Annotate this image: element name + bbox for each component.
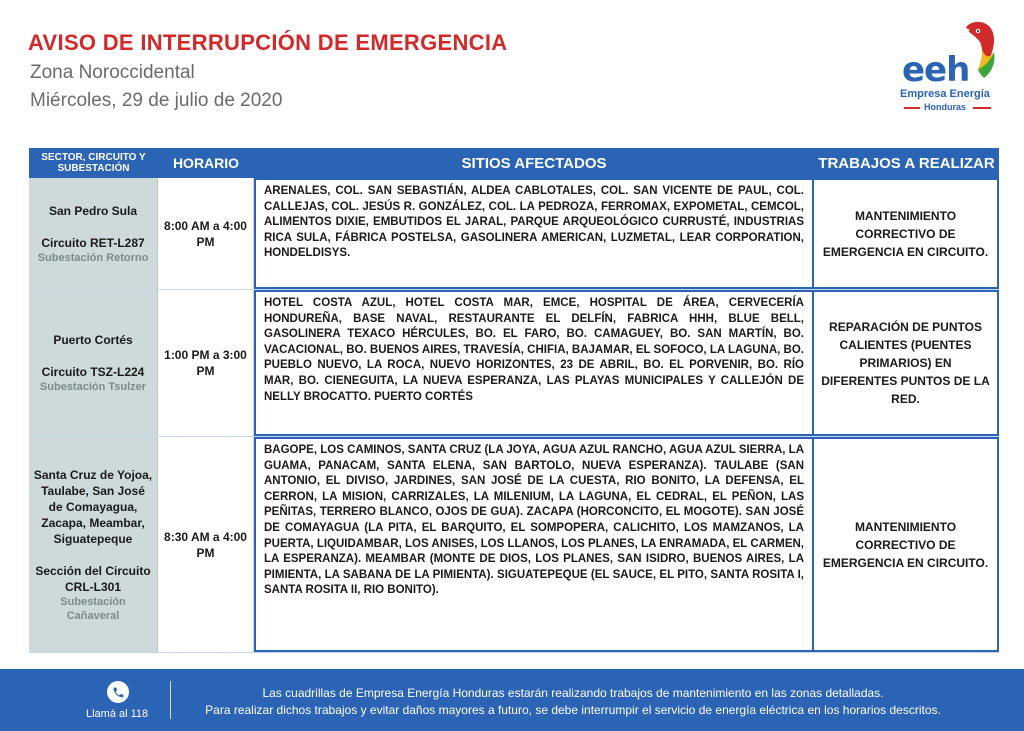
phone-handset-icon <box>112 686 125 699</box>
header-trabajos: TRABAJOS A REALIZAR <box>818 154 995 172</box>
header-sitios: SITIOS AFECTADOS <box>461 154 607 172</box>
date-subtitle: Miércoles, 29 de julio de 2020 <box>30 90 283 111</box>
affected-sites-cell: ARENALES, COL. SAN SEBASTIÁN, ALDEA CABLOTALES, COL. SAN VICENTE DE PAUL, COL. CALLEJAS, COL. JESÚS R. GONZÁLEZ, COL. LA PEDROZA, FERROMAX, EXPOMETAL, CEMCOL, ALIMENTOS DIXIE, EMBUTIDOS EL JARAL, PARQUE ARQUEOLÓGICO CURRUSTÉ, INDUSTRIAS RICA SULA, FÁBRICA POSTELSA, GASOLINERA AMERICAN, LUZMETAL, LEAR CORPORATION, HONDELDISYS. <box>254 178 814 289</box>
schedule-cell: 8:30 AM a 4:00 PM <box>158 437 254 652</box>
logo-divider-right <box>973 107 991 109</box>
logo-country: Honduras <box>924 102 967 112</box>
circuit-id: Circuito RET-L287 <box>41 235 145 250</box>
company-logo <box>896 20 1006 120</box>
table-row <box>29 437 999 653</box>
sector-cell <box>29 178 158 289</box>
header <box>0 0 1024 140</box>
sector-name: Santa Cruz de Yojoa, Taulabe, San José de Comayagua, Zacapa, Meambar, Siguatepeque <box>33 467 153 546</box>
zone-subtitle: Zona Noroccidental <box>30 62 195 83</box>
phone-icon[interactable] <box>107 681 129 703</box>
phone-label: Llamá al 118 <box>86 708 149 720</box>
schedule-cell: 1:00 PM a 3:00 PM <box>158 290 254 436</box>
work-cell: MANTENIMIENTO CORRECTIVO DE EMERGENCIA EN CIRCUITO. <box>814 437 999 652</box>
affected-sites-cell: HOTEL COSTA AZUL, HOTEL COSTA MAR, EMCE, HOSPITAL DE ÁREA, CERVECERÍA HONDUREÑA, BASE NAVAL, RESTAURANTE EL DELFÍN, FABRICA HHH, BLUE BELL, GASOLINERA TEXACO HÉRCULES, BO. EL FARO, BO. CAMAGUEY, BO. SAN MARTÍN, BO. VACACIONAL, BO. BUENOS AIRES, TRAVESÍA, CHIFIA, BAJAMAR, EL SOFOCO, LA LAGUNA, BO. PUEBLO NUEVO, LA ROCA, NUEVO HORIZONTES, 23 DE ABRIL, BO. EL PORVENIR, BO. RÍO MAR, BO. CIENEGUITA, LA NUEVA ESPERANZA, LAS PLAYAS MUNICIPALES Y CALLEJÓN DE NELLY BROCATTO. PUERTO CORTÉS <box>254 290 814 436</box>
work-cell: REPARACIÓN DE PUNTOS CALIENTES (PUENTES PRIMARIOS) EN DIFERENTES PUNTOS DE LA RED. <box>814 290 999 436</box>
header-horario: HORARIO <box>172 155 240 171</box>
header-sector: SECTOR, CIRCUITO Y SUBESTACIÓN <box>41 152 146 174</box>
footer-notice-line-2: Para realizar dichos trabajos y evitar daños mayores a futuro, se debe interrumpir el servicio de energía eléctrica en los horarios descritos. <box>205 703 941 717</box>
sector-name: San Pedro Sula <box>48 203 138 218</box>
affected-sites-cell: BAGOPE, LOS CAMINOS, SANTA CRUZ (LA JOYA, AGUA AZUL RANCHO, AGUA AZUL SIERRA, LA GUAMA, PANACAM, SANTA ELENA, SAN BARTOLO, NUEVA ESPERANZA). TAULABE (SAN ANTONIO, EL DIVISO, JARDINES, SAN JOSÉ DE LA CUESTA, RIO BONITO, LA DEFENSA, EL CERRON, LA MISION, CARRIZALES, LA MILENIUM, LA LAGUNA, EL CEDRAL, EL PEÑON, LAS PEÑITAS, TERRERO BLANCO, OJOS DE GUA). ZACAPA (HORCONCITO, EL MOGOTE). SAN JOSÉ DE COMAYAGUA (LA PITA, EL BARQUITO, EL SOMPOPERA, CALICHITO, LOS MAMZANOS, LA PUERTA, LIQUIDAMBAR, LOS ANISES, LOS LLANOS, LOS PLANES, LA ENRAMADA, EL CARMEN, LA ESPERANZA). MEAMBAR (MONTE DE DIOS, LOS PLANES, SAN ISIDRO, BUENOS AIRES, LA PIMIENTA, LA SABANA DE LA PIMIENTA). SIGUATEPEQUE (EL SAUCE, EL PITO, SANTA ROSITA I, SANTA ROSITA II, RIO BONITO). <box>254 437 814 652</box>
footer-divider <box>170 681 171 719</box>
substation-name: Subestación Tsulzer <box>39 381 147 393</box>
circuit-id: Circuito TSZ-L224 <box>41 365 145 379</box>
footer-notice <box>178 685 968 719</box>
schedule-cell: 8:00 AM a 4:00 PM <box>158 178 254 289</box>
substation-name: Subestación Cañaveral <box>60 595 126 622</box>
sector-cell <box>29 437 158 652</box>
footer-banner <box>0 669 1024 731</box>
sector-cell <box>29 290 158 436</box>
work-cell: MANTENIMIENTO CORRECTIVO DE EMERGENCIA EN CIRCUITO. <box>814 178 999 289</box>
logo-mark: eeh <box>902 50 970 90</box>
page-title: AVISO DE INTERRUPCIÓN DE EMERGENCIA <box>28 30 508 55</box>
logo-divider-left <box>904 107 920 109</box>
table-row <box>29 178 999 290</box>
footer-notice-line-1: Las cuadrillas de Empresa Energía Honduras estarán realizando trabajos de mantenimiento en las zonas detalladas. <box>262 686 884 700</box>
circuit-id: Sección del Circuito CRL-L301 <box>35 563 151 594</box>
table-header <box>29 148 999 178</box>
table-row <box>29 290 999 437</box>
substation-name: Subestación Retorno <box>37 251 149 264</box>
outage-table <box>29 148 999 653</box>
sector-name: Puerto Cortés <box>53 333 133 347</box>
logo-company-name: Empresa Energía <box>900 88 990 100</box>
